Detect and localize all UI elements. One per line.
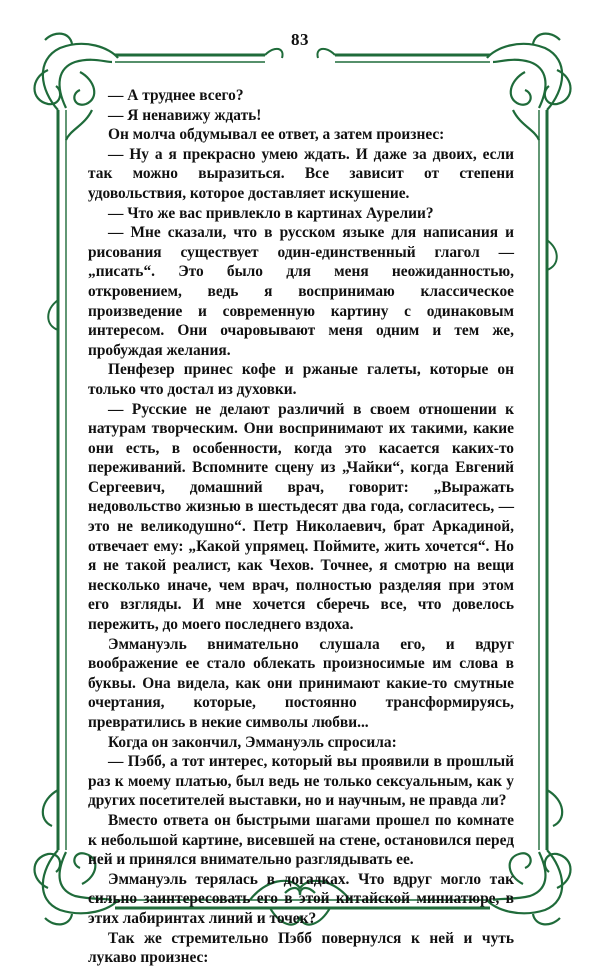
- paragraph: — Мне сказали, что в русском языке для написания и рисования существует один-единственный глагол — „писать“. Это было для меня неожиданностью, откровением, ведь я воспринимаю классическое произведение и современную картину с одинаковым интересом. Они очаровывают меня одним и тем же, пробуждая желания.: [88, 224, 514, 359]
- paragraph: Эммануэль внимательно слушала его, и вдруг воображение ее стало облекать произносимые им слова в буквы. Она видела, как они принимают какие-то смутные очертания, которые, постоянно трансформируясь, превратились в некие символы любви...: [88, 635, 514, 731]
- page-number: 83: [291, 30, 309, 49]
- paragraph: Когда он закончил, Эммануэль спросила:: [108, 733, 397, 751]
- paragraph: Вместо ответа он быстрыми шагами прошел по комнате к небольшой картине, висевшей на стене, остановился перед ней и принялся внимательно разглядывать ее.: [88, 811, 514, 869]
- paragraph: Так же стремительно Пэбб повернулся к ней и чуть лукаво произнес:: [88, 929, 514, 967]
- paragraph: Пенфезер принес кофе и ржаные галеты, которые он только что достал из духовки.: [88, 361, 514, 398]
- paragraph: — Я ненавижу ждать!: [108, 106, 262, 124]
- paragraph: Он молча обдумывал ее ответ, а затем произнес:: [108, 126, 445, 144]
- paragraph: Эммануэль терялась в догадках. Что вдруг могло так сильно заинтересовать его в этой китайской миниатюре, в этих лабиринтах линий и точек?: [88, 870, 514, 927]
- paragraph: — Что же вас привлекло в картинах Аурелии?: [108, 204, 434, 222]
- paragraph: — А труднее всего?: [108, 87, 244, 104]
- top-center-ornament: [265, 49, 335, 58]
- page-text: [88, 86, 514, 968]
- paragraph: — Русские не делают различий в своем отношении к натурам творческим. Они воспринимают их такими, какие они есть, в особенности, когда это касается каких-то переживаний. Вспомните сцену из „Чайки“, когда Евгений Сергеевич, домашний врач, говорит: „Выражать недовольство жизнью в шестьдесят два года, согласитесь, — это не великодушно“. Петр Николаевич, брат Аркадиной, отвечает ему: „Какой упрямец. Поймите, жить хочется“. Но я не такой реалист, как Чехов. Точнее, я смотрю на вещи несколько иначе, чем врач, полностью разделяя при этом его взгляды. И мне хочется сберечь все, что довелось пережить, до моего последнего вздоха.: [88, 400, 514, 634]
- paragraph: — Ну а я прекрасно умею ждать. И даже за двоих, если так можно выразиться. Все зависит от степени удовольствия, которое доставляет искушение.: [88, 145, 514, 202]
- paragraph: — Пэбб, а тот интерес, который вы проявили в прошлый раз к моему платью, был ведь не только сексуальным, как у других посетителей выставки, но и научным, не правда ли?: [88, 753, 514, 810]
